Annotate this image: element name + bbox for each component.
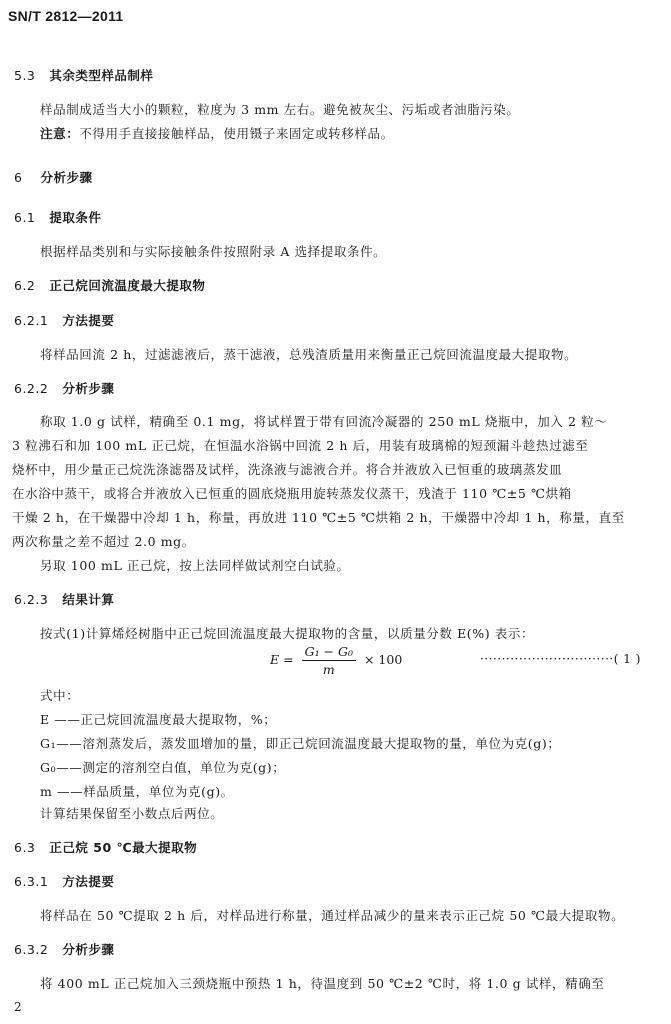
- paragraph-line: 称取 1.0 g 试样，精确至 0.1 mg，将试样置于带有回流冷凝器的 250 mL 烧瓶中，加入 2 粒～: [40, 414, 608, 429]
- paragraph: 将样品在 50 ℃提取 2 h 后，对样品进行称量，通过样品减少的量来表示正己烷 50 ℃最大提取物。: [40, 908, 625, 923]
- standard-number: SN/T 2812—2011: [8, 8, 124, 24]
- section-6-3-1-heading: [14, 872, 114, 890]
- paragraph: 将样品回流 2 h，过滤滤液后，蒸干滤液，总残渣质量用来衡量正己烷回流温度最大提取物。: [40, 347, 578, 362]
- paragraph: 根据样品类别和与实际接触条件按照附录 A 选择提取条件。: [40, 244, 387, 259]
- where-item: G₁——溶剂蒸发后，蒸发皿增加的量，即正己烷回流温度最大提取物的量，单位为克(g)；: [40, 736, 561, 751]
- formula-numerator: G₁ − G₀: [302, 644, 356, 661]
- section-title: 分析步骤: [62, 381, 115, 396]
- section-6-2-1-heading: [14, 311, 114, 329]
- paragraph-line: 干燥 2 h，在干燥器中冷却 1 h，称量，再放进 110 ℃±5 ℃烘箱 2 h，干燥器中冷却 1 h，称量，直至: [12, 510, 625, 525]
- section-number: 6.2.1: [14, 313, 49, 328]
- section-title: 分析步骤: [62, 942, 115, 957]
- note-text: 不得用手直接接触样品，使用镊子来固定或转移样品。: [79, 126, 394, 141]
- section-number: 6.3.2: [14, 942, 49, 957]
- section-title: 正己烷 50 ℃最大提取物: [49, 840, 198, 855]
- paragraph: 样品制成适当大小的颗粒，粒度为 3 mm 左右。避免被灰尘、污垢或者油脂污染。: [40, 102, 520, 117]
- section-number: 6.3.1: [14, 874, 49, 889]
- note-label: 注意：: [40, 126, 80, 141]
- formula-denominator: m: [322, 662, 335, 677]
- section-number: 6.2.3: [14, 592, 49, 607]
- paragraph-line: 3 粒沸石和加 100 mL 正己烷，在恒温水浴锅中回流 2 h 后，用装有玻璃棉的短颈漏斗趁热过滤至: [12, 438, 589, 453]
- section-6-2-2-heading: [14, 379, 114, 397]
- note-paragraph: [40, 124, 394, 142]
- section-6-1-heading: [14, 208, 101, 226]
- section-number: 6.2: [14, 278, 36, 293]
- formula-number: [480, 652, 641, 666]
- section-title: 其余类型样品制样: [49, 68, 154, 83]
- where-item: E ——正己烷回流温度最大提取物，%；: [40, 712, 277, 727]
- formula-1: [270, 644, 402, 677]
- section-title: 分析步骤: [40, 170, 93, 185]
- section-6-3-heading: [14, 838, 197, 856]
- paragraph-line: 两次称量之差不超过 2.0 mg。: [12, 534, 195, 549]
- paragraph: 将 400 mL 正己烷加入三颈烧瓶中预热 1 h，待温度到 50 ℃±2 ℃时，将 1.0 g 试样，精确至: [40, 976, 605, 991]
- paragraph-line: 在水浴中蒸干，或将合并液放入已恒重的圆底烧瓶用旋转蒸发仪蒸干，残渣于 110 ℃±5 ℃烘箱: [12, 486, 572, 501]
- page-number: 2: [14, 1000, 22, 1014]
- formula-lhs: E: [270, 652, 280, 667]
- where-label: 式中：: [40, 688, 80, 703]
- section-number: 5.3: [14, 68, 36, 83]
- paragraph: 另取 100 mL 正己烷，按上法同样做试剂空白试验。: [40, 558, 350, 573]
- section-number: 6.2.2: [14, 381, 49, 396]
- leader-dots: ·······························: [480, 652, 614, 666]
- section-number: 6.1: [14, 210, 36, 225]
- where-item: m ——样品质量，单位为克(g)。: [40, 784, 234, 799]
- formula-fraction: [302, 644, 356, 677]
- where-item: G₀——测定的溶剂空白值，单位为克(g)；: [40, 760, 286, 775]
- section-title: 提取条件: [49, 210, 102, 225]
- section-6-3-2-heading: [14, 940, 114, 958]
- paragraph: 计算结果保留至小数点后两位。: [40, 806, 224, 821]
- section-6-2-3-heading: [14, 590, 114, 608]
- section-title: 方法提要: [62, 313, 115, 328]
- paragraph: 按式(1)计算烯烃树脂中正己烷回流温度最大提取物的含量，以质量分数 E(%) 表示：: [40, 626, 535, 641]
- section-title: 结果计算: [62, 592, 115, 607]
- section-title: 正己烷回流温度最大提取物: [49, 278, 206, 293]
- formula-times: × 100: [363, 652, 403, 667]
- section-5-3-heading: [14, 66, 153, 84]
- section-6-2-heading: [14, 276, 205, 294]
- section-number: 6: [14, 170, 23, 185]
- section-6-heading: [14, 168, 92, 186]
- formula-equals: =: [283, 652, 294, 667]
- section-title: 方法提要: [62, 874, 115, 889]
- paragraph-line: 烧杯中，用少量正己烷洗涤滤器及试样，洗涤液与滤液合并。将合并液放入已恒重的玻璃蒸发皿: [12, 462, 563, 477]
- equation-number: ( 1 ): [613, 652, 641, 666]
- section-number: 6.3: [14, 840, 36, 855]
